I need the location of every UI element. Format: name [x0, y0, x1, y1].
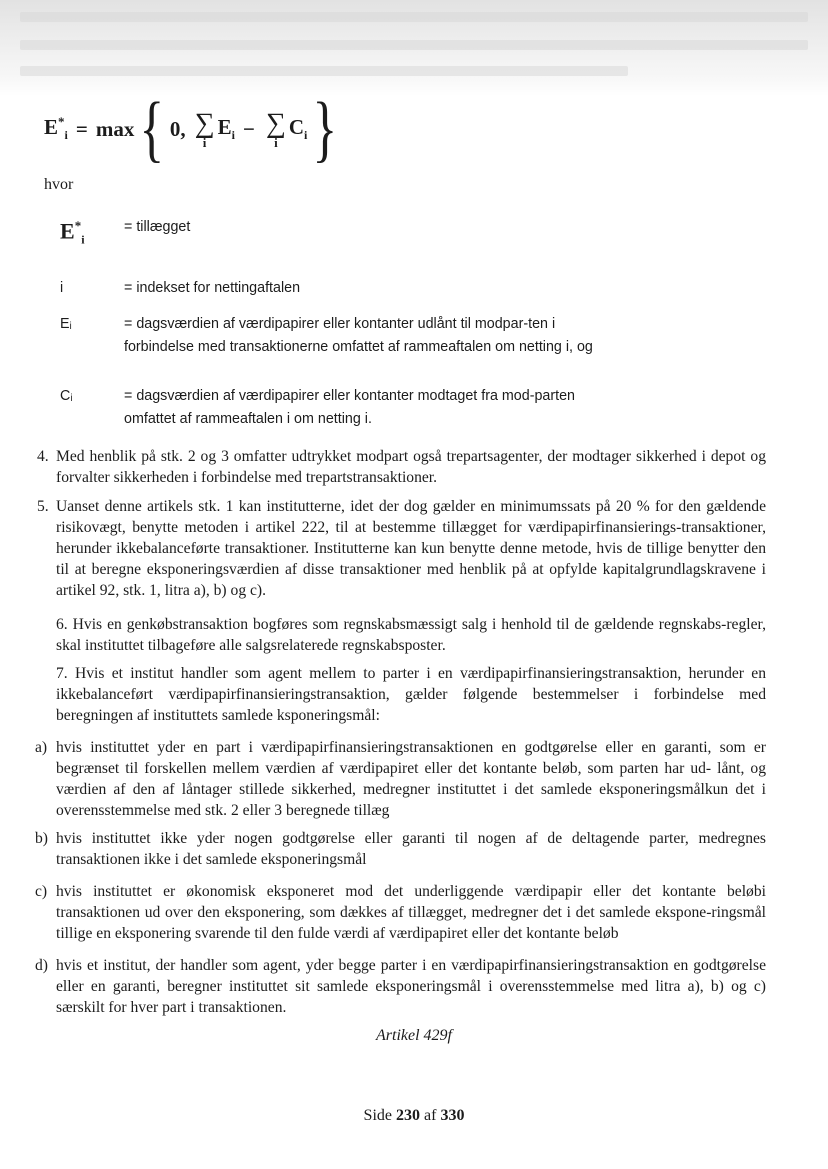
paragraph-text: 6. Hvis en genkøbstransaktion bogføres som regnskabsmæssigt salg i henhold til de gældende regnskabs-regler, skal instituttet tilbageføre alle salgsrelaterede regnskabsposter. [56, 616, 766, 654]
paragraph-number: 5. [37, 498, 49, 515]
formula-lhs-sub: i [64, 128, 68, 143]
list-item-text: hvis instituttet yder en part i værdipapirfinansieringstransaktionen en godtgørelse eller en garanti, som er begrænset til forskellen mellem værdien af værdipapiret eller det kontante beløb, som parten har ud- lånt, og værdien af den af låntager stillede sikkerhed, medregner instituttet i det samlede eksponeringsmålkun det i overensstemmelse med stk. 2 eller 3 beregnede tillæg [56, 739, 766, 819]
formula-max: max [95, 116, 135, 141]
formula-lhs-base: E [44, 115, 59, 140]
formula-lhs-sup: * [58, 114, 65, 130]
page-footer [0, 1107, 828, 1125]
sum-index: i [274, 134, 278, 150]
paragraph-text: Med henblik på stk. 2 og 3 omfatter udtrykket modpart også trepartsagenter, der modtager sikkerhed i depot og forvalter sikkerheden i forbindelse med trepartstransaktioner. [56, 448, 766, 486]
formula-equals: = [75, 116, 88, 141]
list-item-a [35, 737, 766, 821]
bleed-through-line [20, 12, 808, 22]
netting-formula [44, 88, 343, 170]
definition-symbol: Eᵢ [60, 316, 72, 332]
paragraph-6 [56, 614, 766, 656]
estar-base: E [60, 218, 75, 244]
formula-zero: 0, [169, 116, 186, 141]
formula-sum-e [194, 107, 215, 150]
list-item-text: hvis et institut, der handler som agent, yder begge parter i en værdipapirfinansieringstransaktion en godtgørelse eller en garanti, beregner instituttet sit samlede eksponeringsmål i overensstemmelse med litra a), b) og c) særskilt for hver part i transaktionen. [56, 957, 766, 1016]
bleed-through-line [20, 66, 628, 76]
footer-of: af [424, 1107, 437, 1124]
definition-text: = dagsværdien af værdipapirer eller kontanter modtaget fra mod-parten omfattet af rammeaftalen i om netting i. [124, 388, 575, 427]
list-item-label: a) [35, 739, 48, 756]
formula-close-brace: } [312, 88, 338, 170]
list-item-text: hvis instituttet er økonomisk eksponeret mod det underliggende værdipapir eller det kontante beløbi transaktionen ud over den eksponering, som dækkes af tillægget, medregner det i det samlede ekspone-ringsmål tillige en eksponering svarende til den fulde værdi af værdipapiret eller det kontante beløb [56, 883, 766, 942]
list-item-label: d) [35, 957, 48, 974]
estar-sup: * [74, 218, 82, 233]
term-c-sub: i [304, 128, 308, 143]
paragraph-text: 7. Hvis et institut handler som agent mellem to parter i en værdipapirfinansieringstransaktion, herunder en ikkebalanceført værdipapirfinansieringstransaktion, gælder følgende bestemmelser i forbindelse med beregningen af instituttets samlede ksponeringsmål: [56, 665, 766, 724]
footer-total-pages: 330 [440, 1107, 465, 1124]
definition-symbol: i [60, 280, 64, 296]
term-e-sub: i [231, 128, 235, 143]
term-e: E [217, 114, 232, 139]
scan-top-band [0, 0, 828, 96]
estar-sub: i [81, 232, 85, 247]
term-c: C [288, 114, 305, 139]
formula-term-e [218, 115, 235, 143]
definition-symbol [60, 214, 85, 252]
list-item-text: hvis instituttet ikke yder nogen godtgørelse eller garanti til nogen af de deltagende parter, medregnes transaktionen ikke i det samlede eksponeringsmål [56, 830, 766, 868]
paragraph-5 [37, 496, 766, 601]
definition-text: = dagsværdien af værdipapirer eller kontanter udlånt til modpar-ten i forbindelse med transaktionerne omfattet af rammeaftalen om netting i, og [124, 316, 593, 355]
paragraph-7 [56, 663, 766, 726]
formula-term-c [289, 115, 308, 143]
paragraph-text: Uanset denne artikels stk. 1 kan institutterne, idet der dog gælder en minimumssats på 20 % for den gældende risikovægt, benytte metoden i artikel 222, til at bestemme tillægget for værdipapirfinansierings-transaktioner, herunder ikkebalanceførte transaktioner. Institutterne kan kun benytte denne metode, hvis de tillige benytter den til at beregne eksponeringsværdien af disse transaktioner med henblik på at opfylde kapitalgrundlagskravene i artikel 92, stk. 1, litra a), b) og c). [56, 498, 766, 599]
paragraph-number: 4. [37, 448, 49, 465]
article-heading: Artikel 429f [376, 1027, 452, 1044]
list-item-b [35, 828, 766, 870]
paragraph-4 [37, 446, 766, 488]
hvor-label: hvor [44, 176, 74, 193]
list-item-label: c) [35, 883, 48, 900]
list-item-label: b) [35, 830, 48, 847]
footer-page-number: 230 [396, 1107, 420, 1124]
list-item-d [35, 955, 766, 1018]
footer-prefix: Side [363, 1107, 392, 1124]
definition-symbol: Cᵢ [60, 388, 73, 404]
definition-text: = tillægget [124, 219, 191, 235]
formula-minus: − [242, 116, 255, 141]
formula-lhs [44, 114, 68, 143]
definition-text: = indekset for nettingaftalen [124, 280, 301, 296]
sum-symbol: ∑ [194, 107, 215, 139]
sum-symbol: ∑ [265, 107, 286, 139]
list-item-c [35, 881, 766, 944]
bleed-through-line [20, 40, 808, 50]
sum-index: i [202, 134, 207, 150]
formula-sum-c [265, 107, 286, 150]
formula-open-brace: { [139, 88, 165, 170]
